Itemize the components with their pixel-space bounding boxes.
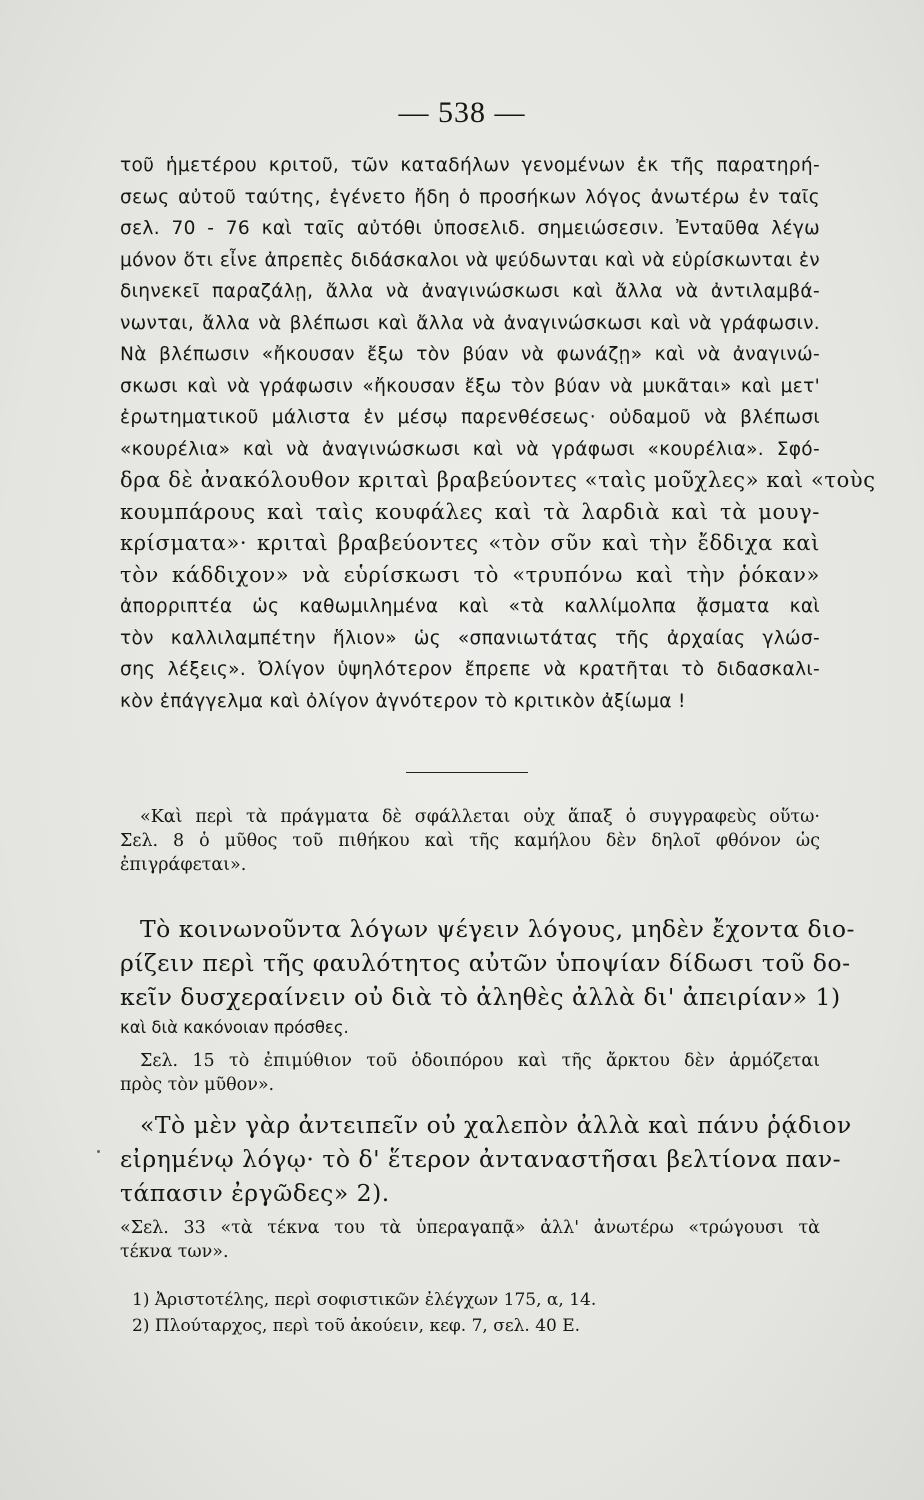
quote-block-4 bbox=[120, 1108, 852, 1210]
section-divider bbox=[406, 772, 528, 773]
text-line: «Καὶ περὶ τὰ πράγματα δὲ σφάλλεται οὐχ ἅπαξ ὁ συγγραφεὺς οὕτω· bbox=[140, 807, 820, 827]
main-paragraph bbox=[120, 150, 876, 717]
text-line: ἐπιγράφεται». bbox=[120, 855, 247, 875]
text-line: Σελ. 8 ὁ μῦθος τοῦ πιθήκου καὶ τῆς καμήλου δὲν δηλοῖ φθόνον ὡς bbox=[120, 831, 820, 851]
text-line: τέκνα των». bbox=[120, 1242, 229, 1262]
text-line: Σελ. 15 τὸ ἐπιμύθιον τοῦ ὁδοιπόρου καὶ τῆς ἄρκτου δὲν ἁρμόζεται bbox=[140, 1051, 820, 1071]
text-line: ἀπορριπτέα ὡς καθωμιλημένα καὶ «τὰ καλλίμολπα ᾄσματα καὶ bbox=[120, 596, 820, 617]
text-line: σης λέξεις». Ὀλίγον ὑψηλότερον ἔπρεπε νὰ κρατῆται τὸ διδασκαλι- bbox=[120, 659, 820, 680]
footnotes bbox=[132, 1287, 652, 1339]
text-line: κεῖν δυσχεραίνειν οὐ διὰ τὸ ἀληθὲς ἀλλὰ δι' ἀπειρίαν» 1) bbox=[120, 983, 841, 1011]
text-line: Τὸ κοινωνοῦντα λόγων ψέγειν λόγους, μηδὲν ἔχοντα διο- bbox=[140, 915, 855, 943]
quote-block-2-tail bbox=[120, 1014, 820, 1042]
text-line: πρὸς τὸν μῦθον». bbox=[120, 1075, 275, 1095]
text-line: σκωσι καὶ νὰ γράφωσιν «ἤκουσαν ἔξω τὸν βύαν νὰ μυκᾶται» καὶ μετ' bbox=[120, 375, 820, 397]
footnote-2: 2) Πλούταρχος, περὶ τοῦ ἀκούειν, κεφ. 7, σελ. 40 Ε. bbox=[132, 1316, 581, 1336]
text-line: νωνται, ἄλλα νὰ βλέπωσι καὶ ἄλλα νὰ ἀναγινώσκωσι καὶ νὰ γράφωσιν. bbox=[120, 312, 820, 334]
text-line: τὸν κάδδιχον» νὰ εὑρίσκωσι τὸ «τρυπόνω καὶ τὴν ῥόκαν» bbox=[120, 562, 820, 587]
footnote-1: 1) Ἀριστοτέλης, περὶ σοφιστικῶν ἐλέγχων 175, α, 14. bbox=[132, 1290, 597, 1310]
text-line: σεως αὐτοῦ ταύτης, ἐγένετο ἤδη ὁ προσήκων λόγος ἀνωτέρω ἐν ταῖς bbox=[120, 186, 820, 208]
page-number: — 538 — bbox=[398, 96, 526, 129]
text-line: τὸν καλλιλαμπέτην ἥλιον» ὡς «σπανιωτάτας τῆς ἀρχαίας γλώσ- bbox=[120, 627, 820, 649]
text-line: μόνον ὅτι εἶνε ἀπρεπὲς διδάσκαλοι νὰ ψεύδωνται καὶ νὰ εὑρίσκωνται ἐν bbox=[120, 249, 820, 271]
text-line: κρίσματα»· κριταὶ βραβεύοντες «τὸν σῦν καὶ τὴν ἔδδιχα καὶ bbox=[120, 531, 820, 555]
text-line: εἰρημένῳ λόγῳ· τὸ δ' ἕτερον ἀνταναστῆσαι βελτίονα παν- bbox=[120, 1145, 842, 1173]
text-line: κὸν ἐπάγγελμα καὶ ὀλίγον ἀγνότερον τὸ κριτικὸν ἀξίωμα ! bbox=[120, 690, 686, 712]
text-line: τάπασιν ἐργῶδες» 2). bbox=[120, 1179, 390, 1207]
text-line: «Τὸ μὲν γὰρ ἀντειπεῖν οὐ χαλεπὸν ἀλλὰ καὶ πάνυ ῥᾴδιον bbox=[140, 1111, 852, 1139]
print-speck bbox=[97, 1150, 100, 1153]
text-line: ρίζειν περὶ τῆς φαυλότητος αὐτῶν ὑποψίαν δίδωσι τοῦ δο- bbox=[120, 949, 851, 977]
text-line: κουμπάρους καὶ ταὶς κουφάλες καὶ τὰ λαρδιὰ καὶ τὰ μουγ- bbox=[120, 499, 820, 524]
quote-block-3 bbox=[120, 1049, 820, 1097]
text-line: σελ. 70 - 76 καὶ ταῖς αὐτόθι ὑποσελιδ. σημειώσεσιν. Ἐνταῦθα λέγω bbox=[120, 218, 820, 239]
quote-block-1 bbox=[120, 805, 820, 877]
text-line: «Σελ. 33 «τὰ τέκνα του τὰ ὑπεραγαπᾷ» ἀλλ' ἀνωτέρω «τρώγουσι τὰ bbox=[120, 1218, 820, 1238]
text-line: δρα δὲ ἀνακόλουθον κριταὶ βραβεύοντες «ταὶς μοῦχλες» καὶ «τοὺς bbox=[120, 468, 876, 492]
quote-block-2 bbox=[120, 912, 855, 1014]
text-line: διηνεκεῖ παραζάλῃ, ἄλλα νὰ ἀναγινώσκωσι καὶ ἄλλα νὰ ἀντιλαμβά- bbox=[120, 281, 820, 302]
text-line: ἐρωτηματικοῦ μάλιστα ἐν μέσῳ παρενθέσεως· οὐδαμοῦ νὰ βλέπωσι bbox=[120, 407, 820, 428]
text-line: καὶ διὰ κακόνοιαν πρόσθες. bbox=[120, 1018, 349, 1037]
text-line: «κουρέλια» καὶ νὰ ἀναγινώσκωσι καὶ νὰ γράφωσι «κουρέλια». Σφό- bbox=[120, 438, 820, 460]
text-line: Νὰ βλέπωσιν «ἤκουσαν ἔξω τὸν βύαν νὰ φωνάζῃ» καὶ νὰ ἀναγινώ- bbox=[120, 344, 820, 365]
quote-block-5 bbox=[120, 1216, 820, 1264]
text-line: τοῦ ἡμετέρου κριτοῦ, τῶν καταδήλων γενομένων ἐκ τῆς παρατηρή- bbox=[120, 155, 820, 176]
